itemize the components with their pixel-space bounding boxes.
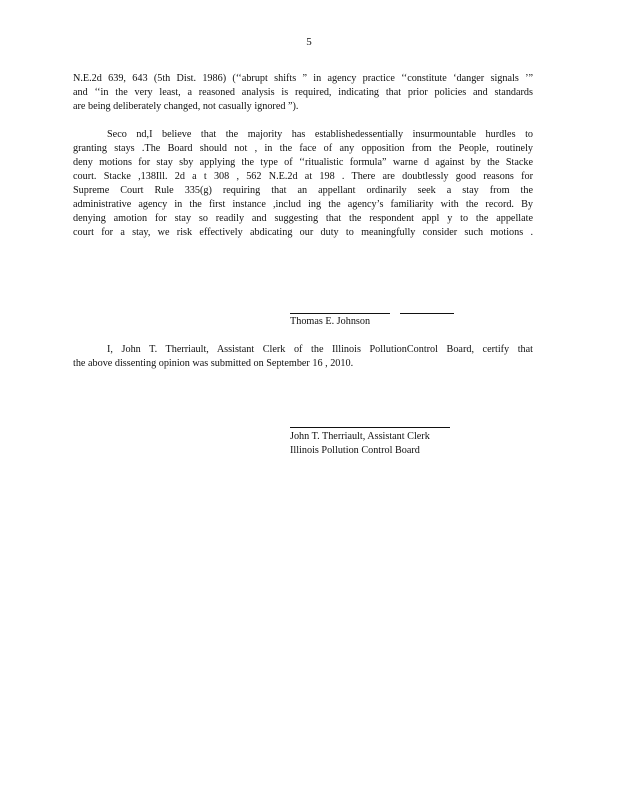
text-line: administrative agency in the first instance ,includ ing the agency’s familiarity with the record. By <box>73 199 533 210</box>
clerk-signature-line <box>290 427 450 428</box>
signer-name-johnson: Thomas E. Johnson <box>290 316 371 327</box>
text-line: Seco nd,I believe that the majority has establishedessentially insurmountable hurdles to <box>107 129 533 140</box>
paragraph-citation <box>73 72 533 114</box>
text-line: are being deliberately changed, not casually ignored ”). <box>73 101 299 112</box>
text-line: court. Stacke ,138Ill. 2d a t 308 , 562 N.E.2d at 198 . There are doubtlessly good reasons for <box>73 171 533 182</box>
paragraph-second-argument <box>73 128 533 240</box>
page-number: 5 <box>306 36 312 48</box>
text-line: granting stays .The Board should not , in the face of any opposition from the People, routinely <box>73 143 533 154</box>
signature-line-extension <box>400 313 454 314</box>
text-line: I, John T. Therriault, Assistant Clerk of the Illinois PollutionControl Board, certify that <box>107 344 533 355</box>
text-line: N.E.2d 639, 643 (5th Dist. 1986) (‘‘abrupt shifts ” in agency practice ‘‘constitute ‘danger signals ’” <box>73 73 533 84</box>
signature-line <box>290 313 390 314</box>
text-line: the above dissenting opinion was submitted on September 16 , 2010. <box>73 358 354 369</box>
certification-paragraph <box>73 343 533 371</box>
text-line: and ‘‘in the very least, a reasoned analysis is required, indicating that prior policies and standards <box>73 87 533 98</box>
text-line: denying amotion for stay so readily and suggesting that the respondent appl y to the appellate <box>73 213 533 224</box>
text-line: Supreme Court Rule 335(g) requiring that an appellant ordinarily seek a stay from the <box>73 185 533 196</box>
clerk-organization: Illinois Pollution Control Board <box>290 445 420 456</box>
text-line: court for a stay, we risk effectively abdicating our duty to meaningfully consider such motions . <box>73 227 533 238</box>
clerk-name: John T. Therriault, Assistant Clerk <box>290 431 430 442</box>
text-line: deny motions for stay sby applying the type of ‘‘ritualistic formula” warne d against by the Stacke <box>73 157 533 168</box>
